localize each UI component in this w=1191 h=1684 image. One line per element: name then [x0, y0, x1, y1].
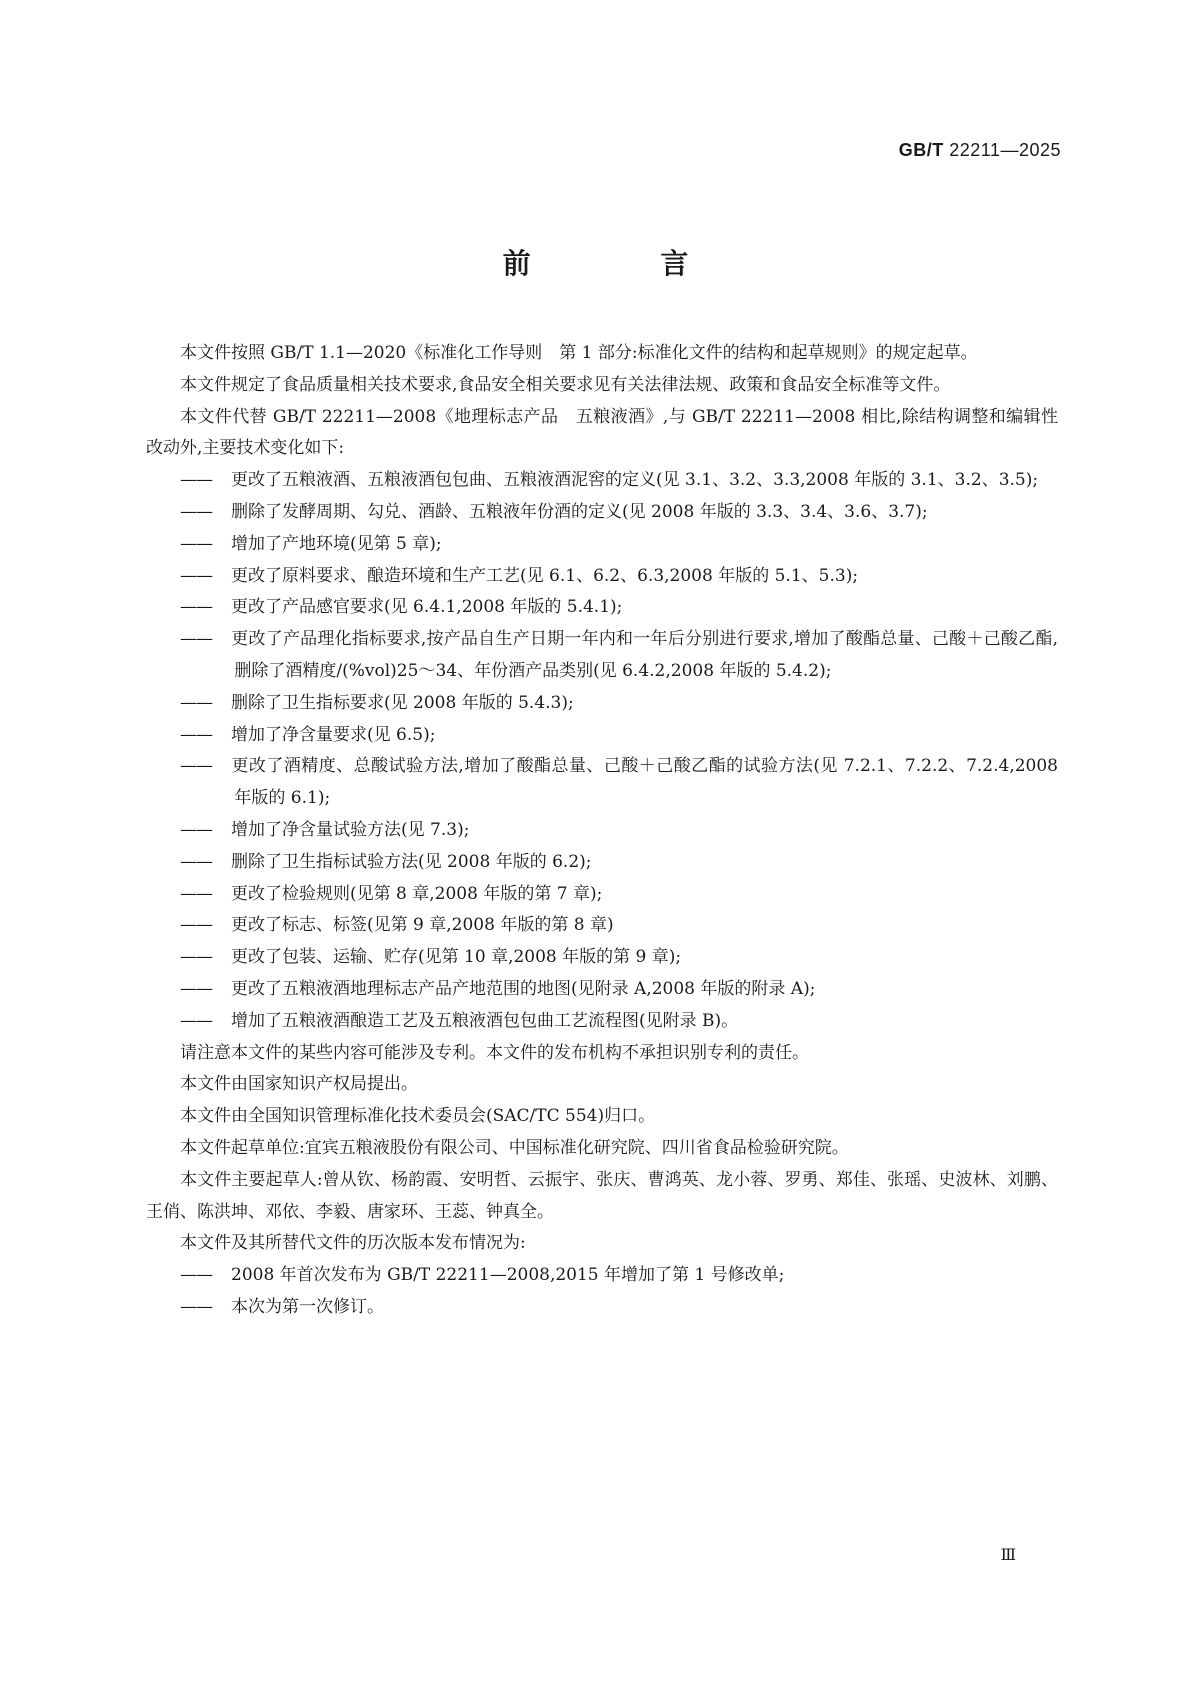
change-item: [146, 720, 1058, 752]
change-item: [146, 942, 1058, 974]
dash-mark: ——: [180, 756, 212, 777]
foreword-body: [146, 338, 1058, 1324]
page-number: Ⅲ: [1000, 1545, 1016, 1564]
document-code: [899, 140, 1061, 161]
change-item-text: 更改了包装、运输、贮存(见第 10 章,2008 年版的第 9 章);: [231, 947, 682, 968]
dash-mark: ——: [180, 724, 212, 745]
change-item-text: 删除了发酵周期、勾兑、酒龄、五粮液年份酒的定义(见 2008 年版的 3.3、3.4、3.6、3.7);: [231, 501, 928, 522]
change-item-text: 更改了检验规则(见第 8 章,2008 年版的第 7 章);: [231, 883, 603, 904]
history-item-text: 2008 年首次发布为 GB/T 22211—2008,2015 年增加了第 1 号修改单;: [231, 1265, 785, 1286]
dash-mark: ——: [180, 819, 212, 840]
dash-mark: ——: [180, 851, 212, 872]
paragraph: 本文件代替 GB/T 22211—2008《地理标志产品 五粮液酒》,与 GB/T 22211—2008 相比,除结构调整和编辑性改动外,主要技术变化如下:: [146, 406, 1058, 459]
change-item-text: 更改了产品感官要求(见 6.4.1,2008 年版的 5.4.1);: [231, 597, 623, 618]
note-paragraph: 本文件及其所替代文件的历次版本发布情况为:: [180, 1233, 526, 1254]
dash-mark: ——: [180, 978, 212, 999]
dash-mark: ——: [180, 947, 212, 968]
change-item-text: 更改了原料要求、酿造环境和生产工艺(见 6.1、6.2、6.3,2008 年版的 5.1、5.3);: [231, 565, 859, 586]
change-item: [146, 974, 1058, 1006]
dash-mark: ——: [180, 565, 212, 586]
change-item: [146, 1006, 1058, 1038]
change-item: [146, 751, 1058, 815]
dash-mark: ——: [180, 629, 212, 650]
note-paragraph: 本文件由国家知识产权局提出。: [180, 1074, 418, 1095]
dash-mark: ——: [180, 501, 212, 522]
document-code-prefix: GB/T: [898, 140, 944, 160]
history-item: [146, 1260, 1058, 1292]
change-item-text: 更改了酒精度、总酸试验方法,增加了酸酯总量、己酸＋己酸乙酯的试验方法(见 7.2.1、7.2.2、7.2.4,2008 年版的 6.1);: [231, 756, 1058, 809]
change-item: [146, 847, 1058, 879]
dash-mark: ——: [180, 1296, 212, 1317]
paragraph: 本文件按照 GB/T 1.1—2020《标准化工作导则 第 1 部分:标准化文件的结构和起草规则》的规定起草。: [180, 343, 978, 363]
change-item-text: 更改了五粮液酒、五粮液酒包包曲、五粮液酒泥窖的定义(见 3.1、3.2、3.3,2008 年版的 3.1、3.2、3.5);: [231, 470, 1039, 491]
change-item-text: 增加了产地环境(见第 5 章);: [231, 533, 442, 554]
dash-mark: ——: [180, 470, 212, 491]
change-item: [146, 688, 1058, 720]
change-item: [146, 465, 1058, 497]
dash-mark: ——: [180, 692, 212, 713]
dash-mark: ——: [180, 915, 212, 936]
history-item: [146, 1292, 1058, 1324]
document-code-number: 22211—2025: [943, 140, 1061, 160]
change-item: [146, 497, 1058, 529]
change-item: [146, 592, 1058, 624]
dash-mark: ——: [180, 1010, 212, 1031]
change-item: [146, 624, 1058, 688]
change-item: [146, 529, 1058, 561]
change-item-text: 删除了卫生指标要求(见 2008 年版的 5.4.3);: [231, 692, 574, 713]
dash-mark: ——: [180, 533, 212, 554]
page-title: 前 言: [502, 247, 749, 280]
change-item: [146, 910, 1058, 942]
change-item-text: 增加了净含量要求(见 6.5);: [231, 724, 436, 745]
note-paragraph: 请注意本文件的某些内容可能涉及专利。本文件的发布机构不承担识别专利的责任。: [180, 1042, 809, 1063]
change-item-text: 删除了卫生指标试验方法(见 2008 年版的 6.2);: [231, 851, 592, 872]
change-item-text: 更改了标志、标签(见第 9 章,2008 年版的第 8 章): [231, 915, 614, 936]
dash-mark: ——: [180, 597, 212, 618]
change-item-text: 增加了五粮液酒酿造工艺及五粮液酒包包曲工艺流程图(见附录 B)。: [231, 1010, 739, 1031]
change-item: [146, 879, 1058, 911]
note-paragraph: 本文件由全国知识管理标准化技术委员会(SAC/TC 554)归口。: [180, 1106, 656, 1127]
drafters-paragraph: 本文件主要起草人:曾从钦、杨韵霞、安明哲、云振宇、张庆、曹鸿英、龙小蓉、罗勇、郑佳、张瑶、史波林、刘鹏、王俏、陈洪坤、邓依、李毅、唐家环、王蕊、钟真全。: [146, 1169, 1058, 1222]
change-item-text: 增加了净含量试验方法(见 7.3);: [231, 819, 470, 840]
paragraph: 本文件规定了食品质量相关技术要求,食品安全相关要求见有关法律法规、政策和食品安全标准等文件。: [180, 374, 951, 395]
change-item-text: 更改了产品理化指标要求,按产品自生产日期一年内和一年后分别进行要求,增加了酸酯总量、己酸＋己酸乙酯,删除了酒精度/(%vol)25～34、年份酒产品类别(见 6.4.2,2008 年版的 5.4.2);: [231, 629, 1058, 681]
dash-mark: ——: [180, 883, 212, 904]
dash-mark: ——: [180, 1265, 212, 1286]
change-item: [146, 815, 1058, 847]
change-item-text: 更改了五粮液酒地理标志产品产地范围的地图(见附录 A,2008 年版的附录 A);: [231, 978, 816, 999]
change-item: [146, 561, 1058, 593]
note-paragraph: 本文件起草单位:宜宾五粮液股份有限公司、中国标准化研究院、四川省食品检验研究院。: [180, 1137, 849, 1158]
history-item-text: 本次为第一次修订。: [231, 1296, 384, 1317]
